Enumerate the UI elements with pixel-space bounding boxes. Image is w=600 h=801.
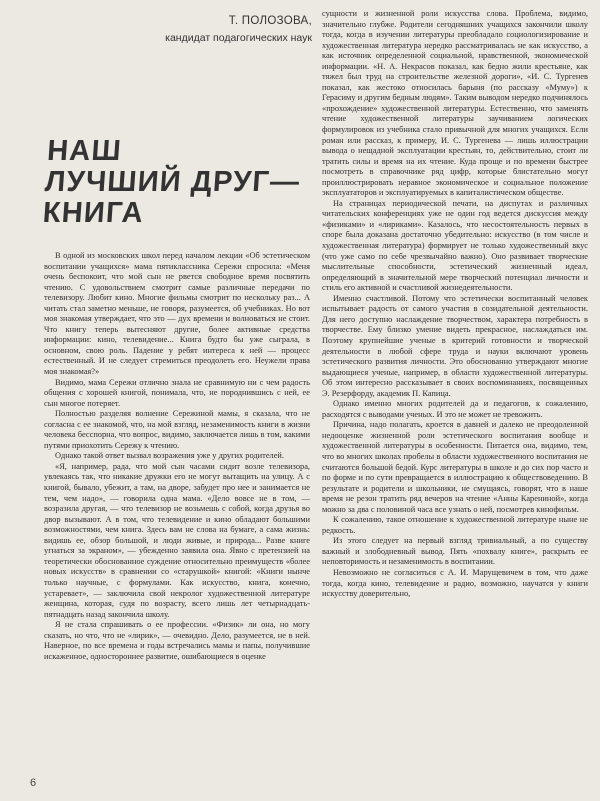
paragraph: Причина, надо полагать, кроется в давней и далеко не преодоленной недооценке жизненной роли эстетического воспитания вообще и художественной литературы в особенности. Питается она, видимо, тем, что во многих школах пробелы в области художественного воспитания не считаются большой бедой. Курс литературы в школе и до сих пор часто и по форме и по сути превращается в иллюстрацию к обществоведению. В результате и родители и школьники, не смущаясь, говорят, что в наше время не резон тратить ряд вечеров на чтение «Анны Карениной», когда можно за два с половиной часа все узнать о ней, посмотрев кинофильм. bbox=[322, 420, 588, 514]
article-title bbox=[42, 136, 319, 229]
paragraph: В одной из московских школ перед началом лекции «Об эстетическом воспитании учащихся» мама пятиклассника Сережи спросила: «Меня очень беспокоит, что мой сын не рвется свободное время посвятить чтению. С удовольствием смотрит самые различные передачи по телевизору. Любит кино. Многие фильмы смотрит по нескольку раз... А читать стал заметно меньше, не говоря, разумеется, об учебниках. Но вот моя знакомая утверждает, что это — дух времени и волноваться не стоит. Что книгу теперь вытесняют другие, более активные средства информации: кино, телевидение... Книга будто бы уже сыграла, в основном, свою роль. Падение у ребят интереса к ней — процесс естественный. И не следует стремиться преодолеть его. Неужели права моя знакомая?» bbox=[44, 251, 310, 377]
author-name: Т. ПОЛОЗОВА, bbox=[228, 15, 312, 27]
author-byline bbox=[150, 14, 312, 45]
paragraph: Невозможно не согласиться с А. И. Марущевичем в том, что даже тогда, когда кино, телевидение и радио, возможно, научатся у книги искусству доверительно, bbox=[322, 567, 588, 599]
paragraph: «Я, например, рада, что мой сын часами сидит возле телевизора, увлекаясь так, что никакие дружки его не могут вытащить на улицу. А с книгой, бывало, убежит, а там, на дворе, забудет про нее и занимается не тем, чем надо», — говорила одна мама. «Дело вовсе не в том, — возразила другая, — что телевизор не возьмешь с собой, когда друзья во двор вызывают. А в том, что телевидение и кино обладают большими возможностями, чем книга. Здесь вам не слова на бумаге, а сама жизнь: видишь ее, обзор большой, и люди живые, и природа... Разве книге угнаться за экраном», — убежденно заявила она. Явно с претензией на теоретически обоснованное суждение относительно преимуществ «более новых искусств» в сравнении со «старушкой» книгой: «Книги нынче только научные, с формулами. Как искусство, книга, конечно, устаревает», — заключила свой некролог художественной литературе женщина, которая, судя по возрасту, всего лишь лет четырнадцать-пятнадцать назад закончила школу. bbox=[44, 461, 310, 619]
paragraph: К сожалению, такое отношение к художественной литературе ныне не редкость. bbox=[322, 515, 588, 535]
paragraph: сущности и жизненной роли искусства слова. Проблема, видимо, значительно глубже. Родители сегодняшних учащихся закончили школу тогда, когда в изучении литературы преобладало социологизирование и художественная литература нередко рассматривалась не как искусство, а как источник определенной социальной, нравственной, экономической информации. «Н. А. Некрасов показал, как бедно жили крестьяне, как тяжел был труд на строительстве железной дороги», «И. С. Тургенев показал, как жестоко относилась барыня (по рассказу «Муму») к Герасиму и другим бедным людям». Таким выводом нередко подчинялось «прохождение» художественной литературы. Естественно, что заменять чтение художественной литературы заучиванием логических формулировок из учебника стало привычной для многих учащихся. Если роман или рассказ, к примеру, И. С. Тургенева — лишь иллюстрации вывода о нещадной эксплуатации крестьян, то, действительно, стоит ли тратить силы и время на их чтение. Куда проще и по времени быстрее посмотреть в справочнике ряд цифр, которые блистательно могут проиллюстрировать неравное экономическое и социальное положение эксплуататоров и эксплуатируемых в капиталистическом обществе. bbox=[322, 9, 588, 198]
paragraph: Видимо, мама Сережи отлично знала не сравнимую ни с чем радость общения с хорошей книгой, понимала, что, не породнившись с ней, ее сын многое потеряет. bbox=[44, 377, 310, 408]
paragraph: На страницах периодической печати, на диспутах и различных читательских конференциях уже не один год ведется дискуссия между «физиками» и «лириками». Казалось, что несостоятельность первых в споре была доказана достаточно убедительно: искусство (в том числе и художественная литература) формирует не только художественный вкус (что уже само по себе чрезвычайно важно). Оно развивает творческие мыслительные способности, эстетический жизненный идеал, определяющий в значительной мере творческий потенциал личности и стиль его активной и счастливой жизнедеятельности. bbox=[322, 198, 588, 293]
page-number: 6 bbox=[30, 777, 37, 789]
paragraph: Из этого следует на первый взгляд тривиальный, а по существу важный и злободневный вывод. Пять «похвалу книге», раскрыть ее неповторимость и незаменимость в воспитании. bbox=[322, 536, 588, 567]
title-line: КНИГА bbox=[41, 197, 146, 229]
paragraph: Именно счастливой. Потому что эстетически воспитанный человек испытывает радость от самого участия в созидательной деятельности. Для него доступно наслаждение творчеством, характера потребность в творчестве. Ему близко умение видеть прекрасное, наслаждаться им. Поэтому крупнейшие ученые в критерий готовности и творческой деятельности в любой сфере труда и науки включают уровень эстетического развития личности. Это обоснованно утверждают многие выдающиеся ученые, например, в области художественной литературы. Об этом интересно рассказывает в своих воспоминаниях, посвященных Э. Резерфорду, академик П. Капица. bbox=[322, 293, 588, 398]
paragraph: Я не стала спрашивать о ее профессии. «Физик» ли она, но могу сказать, но что, что не «лирик», — очевидно. Дело, разумеется, не в ней. Наверное, по все времена и годы встречались мамы и папы, получившие искаженное, одностороннее развитие, ошибающиеся в оценке bbox=[44, 620, 310, 661]
paragraph: Полностью разделяя волнение Сережиной мамы, я сказала, что не согласна с ее знакомой, что, на мой взгляд, незаменимость книги в жизни человека бесспорна, что вопрос, видимо, заключается лишь в том, какими путями приохотить Сережу к чтению. bbox=[44, 409, 310, 450]
title-line: ЛУЧШИЙ ДРУГ— bbox=[43, 166, 302, 198]
paragraph: Однако именно многих родителей да и педагогов, к сожалению, расходятся с выводами ученых. И это не может не тревожить. bbox=[322, 399, 588, 419]
left-text-column bbox=[44, 251, 310, 783]
author-title: кандидат подагогических наук bbox=[165, 32, 312, 44]
paragraph: Однако такой ответ вызвал возражения уже у других родителей. bbox=[55, 451, 285, 461]
right-text-column bbox=[322, 9, 588, 791]
title-line: НАШ bbox=[46, 135, 123, 167]
